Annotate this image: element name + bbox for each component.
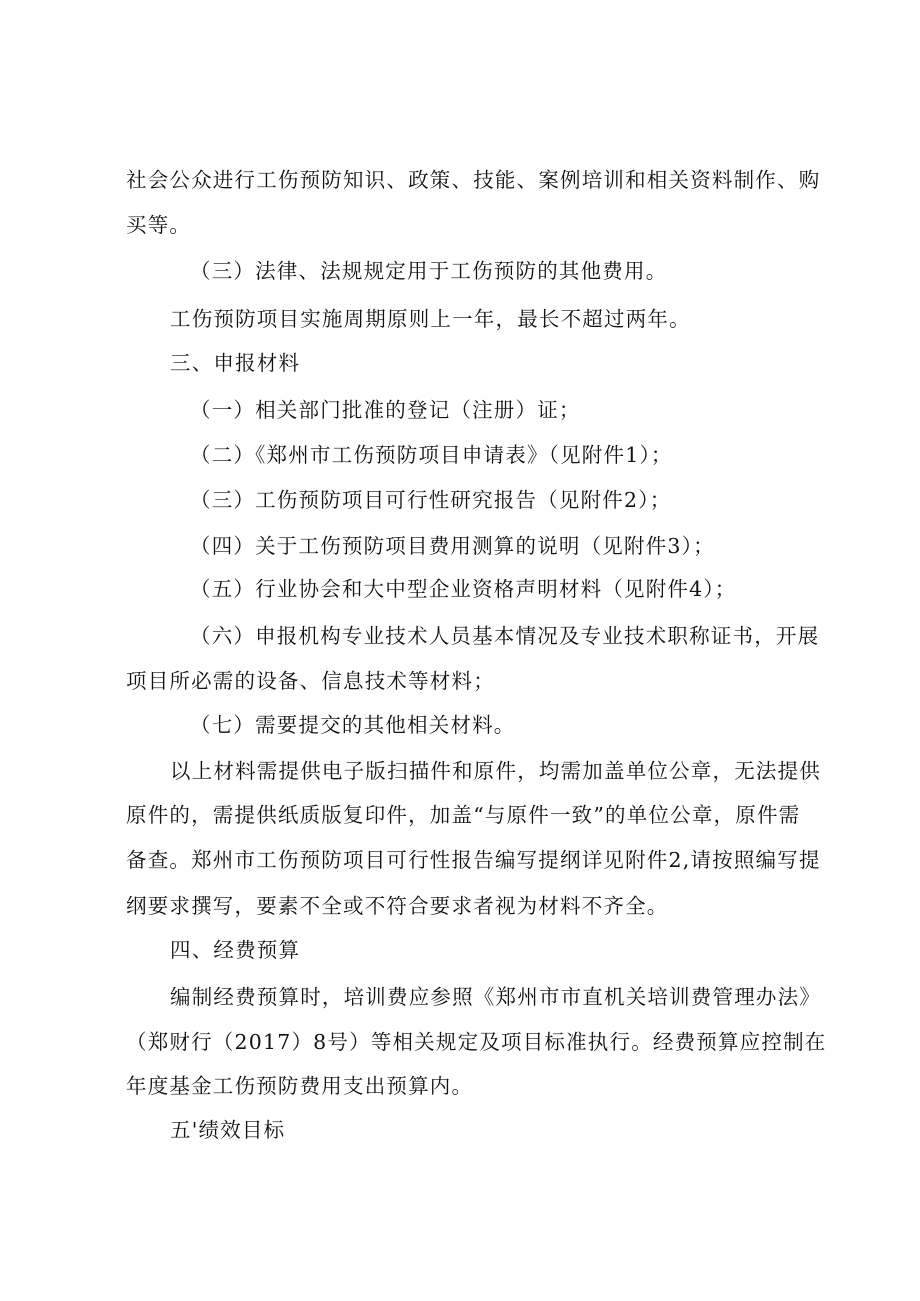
material-item-7: （七）需要提交的其他相关材料。: [190, 713, 516, 737]
body-text-line: 买等。: [126, 213, 192, 237]
materials-note-line-4: 纲要求撰写，要素不全或不符合要求者视为材料不齐全。: [126, 894, 669, 918]
project-period-paragraph: 工伤预防项目实施周期原则上一年，最长不超过两年。: [170, 307, 691, 331]
material-item-6: （六）申报机构专业技术人员基本情况及专业技术职称证书，开展: [190, 624, 820, 648]
material-item-4: （四）关于工伤预防项目费用测算的说明（见附件3）；: [190, 534, 715, 558]
list-item-three-other-costs: （三）法律、法规规定用于工伤预防的其他费用。: [190, 259, 668, 283]
material-item-5: （五）行业协会和大中型企业资格声明材料（见附件4）；: [190, 577, 737, 601]
budget-paragraph-line-2: （郑财行（2017）8号）等相关规定及项目标准执行。经费预算应控制在: [126, 1030, 827, 1054]
material-item-2: （二）《郑州市工伤预防项目申请表》（见附件1）；: [190, 443, 673, 467]
materials-note-line-3: 备查。郑州市工伤预防项目可行性报告编写提纲详见附件2,请按照编写提: [126, 848, 821, 872]
section-heading-performance-goals: 五'绩效目标: [170, 1118, 286, 1142]
body-text-line: 社会公众进行工伤预防知识、政策、技能、案例培训和相关资料制作、购: [126, 168, 821, 192]
material-item-3: （三）工伤预防项目可行性研究报告（见附件2）；: [190, 488, 672, 512]
section-heading-budget: 四、经费预算: [170, 938, 301, 962]
section-heading-application-materials: 三、申报材料: [170, 351, 301, 375]
material-item-1: （一）相关部门批准的登记（注册）证；: [190, 398, 581, 422]
materials-note-line-2: 原件的，需提供纸质版复印件，加盖“与原件一致”的单位公章，原件需: [126, 803, 801, 827]
budget-paragraph-line-3: 年度基金工伤预防费用支出预算内。: [126, 1074, 474, 1098]
material-item-6-continued: 项目所必需的设备、信息技术等材料；: [126, 669, 495, 693]
budget-paragraph: 编制经费预算时，培训费应参照《郑州市市直机关培训费管理办法》: [170, 985, 821, 1009]
materials-note-paragraph: 以上材料需提供电子版扫描件和原件，均需加盖单位公章，无法提供: [170, 759, 821, 783]
